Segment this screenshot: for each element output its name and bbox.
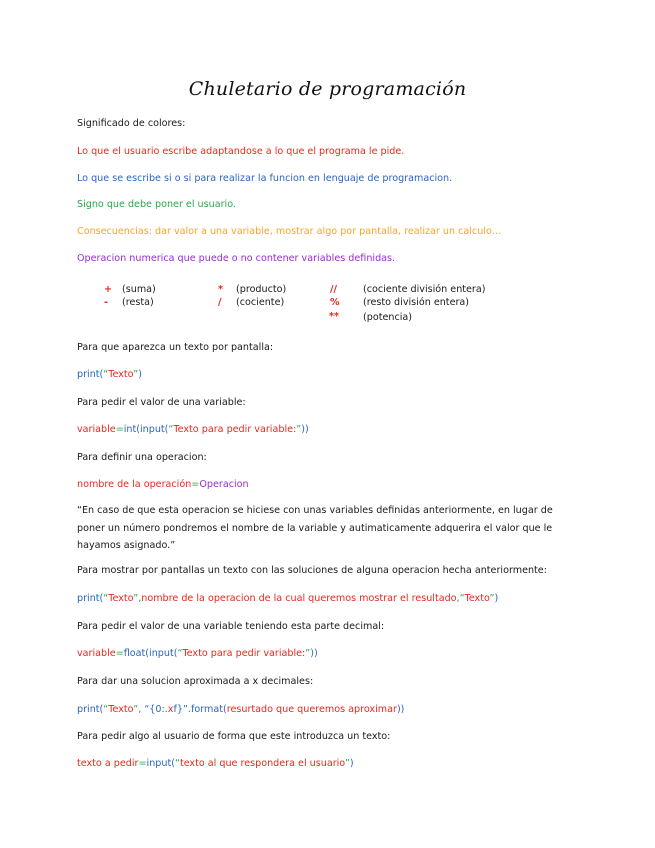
format-code [77, 704, 404, 715]
format-heading: Para dar una solucion aproximada a x decimales: [77, 676, 314, 687]
code-keyword: ) [349, 758, 354, 769]
code-sign: , [456, 593, 460, 604]
print-heading: Para que aparezca un texto por pantalla: [77, 342, 274, 353]
result-heading: Para mostrar por pantallas un texto con las soluciones de alguna operacion hecha anteriormente: [77, 565, 547, 576]
code-keyword: )) [301, 424, 309, 435]
operator-symbol: % [330, 297, 340, 308]
operator-desc: (resto división entera) [363, 297, 470, 308]
code-sign: = [115, 648, 124, 659]
code-quote: “ [103, 704, 109, 715]
code-sign: = [138, 758, 147, 769]
code-quote: ” [489, 593, 495, 604]
code-user-text: variable [77, 424, 116, 435]
code-keyword: print( [77, 704, 104, 715]
float-heading: Para pedir el valor de una variable teniendo esta parte decimal: [77, 621, 385, 632]
operator-symbol: + [104, 284, 113, 295]
code-user-text: texto al que respondera el usuario [179, 758, 345, 769]
code-quote: ” [296, 424, 302, 435]
operator-desc: (cociente división entera) [363, 284, 486, 295]
legend-green: Signo que debe poner el usuario. [77, 199, 236, 210]
operator-symbol: - [104, 297, 108, 308]
code-quote: “ [459, 593, 465, 604]
code-keyword: print( [77, 593, 104, 604]
operator-desc: (producto) [236, 284, 287, 295]
code-keyword: .format( [187, 704, 227, 715]
legend-red: Lo que el usuario escribe adaptandose a lo que el programa le pide. [77, 146, 405, 157]
input-code [77, 424, 309, 435]
code-keyword: int(input( [123, 424, 169, 435]
code-keyword: f}” [173, 704, 188, 715]
code-user-text: texto a pedir [77, 758, 139, 769]
code-user-text: variable [77, 648, 116, 659]
code-user-text: nombre de la operacion de la cual queremos mostrar el resultado [141, 593, 457, 604]
code-user-text: Texto para pedir variable: [182, 648, 306, 659]
code-user-text: resurtado que queremos aproximar [226, 704, 397, 715]
operator-desc: (suma) [122, 284, 156, 295]
legend-purple: Operacion numerica que puede o no contener variables definidas. [77, 253, 396, 264]
operator-symbol: ** [329, 311, 340, 322]
code-user-text: Texto [108, 369, 134, 380]
text-input-code [77, 758, 354, 769]
code-keyword: )) [396, 704, 405, 715]
code-keyword: “{0:. [144, 704, 168, 715]
code-keyword: ) [494, 593, 499, 604]
code-user-text: Texto para pedir variable: [173, 424, 297, 435]
code-user-text: x [167, 704, 174, 715]
code-sign: , [138, 704, 145, 715]
operation-note: “En caso de que esta operacion se hiciese con unas variables definidas anteriormente, en lugar de poner un número pondremos el nombre de la variable y autimaticamente adquerira el valor que le hayamos asignado.” [77, 505, 553, 551]
code-quote: “ [103, 593, 109, 604]
code-quote: ” [133, 704, 139, 715]
code-keyword: print( [77, 369, 104, 380]
result-code [77, 593, 498, 604]
code-quote: “ [168, 424, 174, 435]
code-quote: “ [103, 369, 109, 380]
code-quote: ” [344, 758, 350, 769]
code-quote: ” [133, 369, 139, 380]
text-input-heading: Para pedir algo al usuario de forma que este introduzca un texto: [77, 731, 391, 742]
code-keyword: ) [138, 369, 142, 380]
code-quote: “ [174, 758, 180, 769]
code-quote: ” [305, 648, 311, 659]
code-keyword: input( [146, 758, 175, 769]
float-code [77, 648, 318, 659]
code-user-text: Texto [108, 593, 134, 604]
code-operation: Operacion [199, 479, 249, 490]
code-quote: “ [177, 648, 183, 659]
input-heading: Para pedir el valor de una variable: [77, 397, 246, 408]
operator-symbol: * [218, 284, 224, 295]
code-keyword: )) [310, 648, 318, 659]
code-quote: ” [133, 593, 139, 604]
operation-code [77, 479, 249, 490]
operator-desc: (resta) [122, 297, 154, 308]
code-user-text: nombre de la operación [77, 479, 192, 490]
page-title: Chuletario de programación [188, 78, 467, 100]
operator-symbol: // [330, 284, 338, 295]
operator-desc: (cociente) [236, 297, 285, 308]
operation-heading: Para definir una operacion: [77, 452, 207, 463]
code-user-text: Texto [464, 593, 490, 604]
print-code [77, 369, 142, 380]
code-sign: = [115, 424, 124, 435]
legend-orange: Consecuencias: dar valor a una variable, mostrar algo por pantalla, realizar un calculo… [77, 226, 502, 237]
operator-desc: (potencia) [363, 312, 413, 323]
code-sign: , [138, 593, 142, 604]
code-user-text: Texto [108, 704, 134, 715]
code-sign: = [191, 479, 200, 490]
operator-symbol: / [218, 297, 222, 308]
legend-heading: Significado de colores: [77, 118, 186, 129]
legend-blue: Lo que se escribe si o si para realizar la funcion en lenguaje de programacion. [77, 173, 453, 184]
code-keyword: float(input( [123, 648, 178, 659]
